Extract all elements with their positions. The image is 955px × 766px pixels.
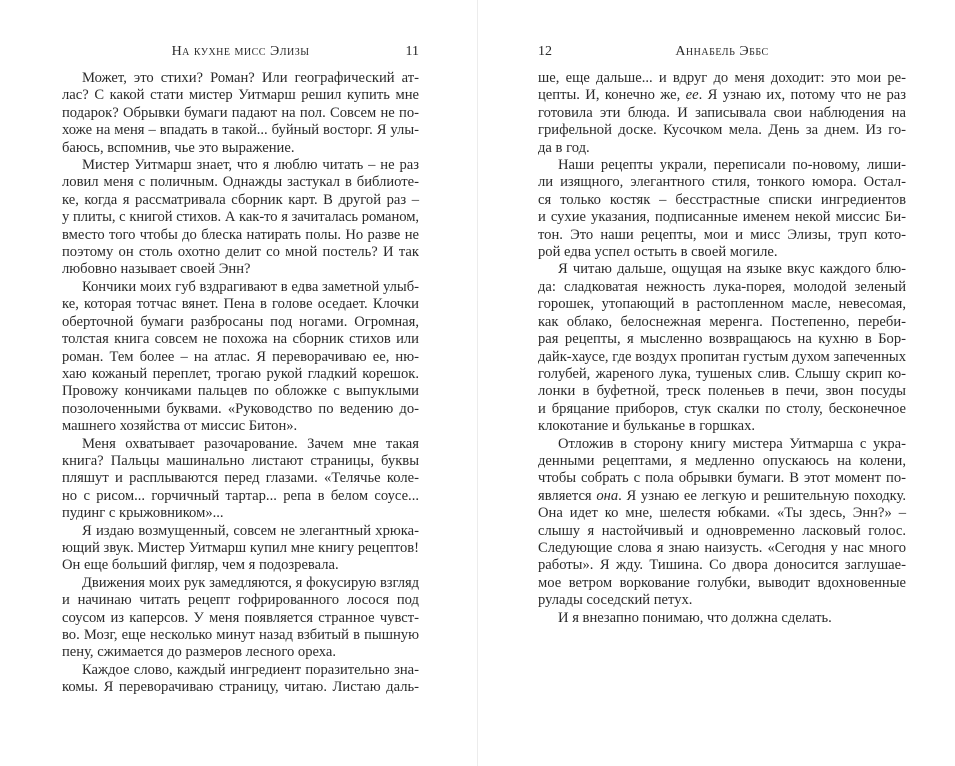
text-line: дайк-хаусе, где воздух пропитан густым духом запеченных bbox=[538, 348, 906, 365]
text-line: Каждое слово, каждый ингредиент поразительно зна- bbox=[82, 661, 419, 678]
text-line: да в год. bbox=[538, 139, 590, 156]
text-line: пудинг с крыжовником»... bbox=[62, 505, 224, 522]
text-line: как облако, белоснежная меренга. Постепенно, переби- bbox=[538, 313, 906, 330]
text-line: ющий звук. Мистер Уитмарш купил мне книгу рецептов! bbox=[62, 539, 419, 556]
text-line: рулады соседский петух. bbox=[538, 592, 693, 609]
text-line: лонки в буфетной, треск поленьев в печи, звон посуды bbox=[538, 383, 906, 400]
text-line: поэтому он столь охотно делит со мной постель? И так bbox=[62, 244, 419, 261]
text-line: машнего хозяйства от миссис Битон». bbox=[62, 418, 298, 435]
text-line: Я читаю дальше, ощущая на языке вкус каждого блю- bbox=[558, 261, 906, 278]
italic-emphasis: она bbox=[596, 487, 619, 504]
paragraph bbox=[538, 261, 906, 435]
left-page bbox=[62, 0, 419, 766]
text-line: Я издаю возмущенный, совсем не элегантный хрюка- bbox=[82, 522, 419, 539]
text-line: да: сладковатая нежность лука-порея, молодой зеленый bbox=[538, 278, 906, 295]
text-segment: цепты. И, конечно же, bbox=[538, 87, 686, 104]
running-title: Аннабель Эббс bbox=[675, 44, 769, 59]
text-segment: . Я узнаю ее легкую и решительную походку. bbox=[618, 487, 907, 504]
text-line bbox=[538, 488, 906, 505]
text-line: ке, которая тотчас вянет. Пена в голове оседает. Клочки bbox=[62, 296, 419, 313]
page-body bbox=[538, 70, 906, 627]
text-line: мое ветром воркование голубки, выводит вдохновенные bbox=[538, 574, 906, 591]
text-line: Наши рецепты украли, переписали по-новому, лиши- bbox=[558, 157, 906, 174]
paragraph bbox=[62, 575, 419, 662]
text-line: ловил меня с поличным. Однажды застукал в библиоте- bbox=[62, 174, 419, 191]
text-line: клокотание и бульканье в горшках. bbox=[538, 418, 756, 435]
text-segment: является bbox=[538, 487, 597, 504]
paragraph bbox=[62, 279, 419, 436]
text-line: грифельной доске. Кусочком мела. День за днем. Из го- bbox=[538, 122, 906, 139]
text-line: пену, сжимается до размеров лесного ореха. bbox=[62, 644, 337, 661]
text-line: горошек, утопающий в растопленном масле, невесомая, bbox=[538, 296, 906, 313]
text-line: роман. Тем более – на атлас. Я переворачиваю ее, ню- bbox=[62, 348, 419, 365]
book-gutter bbox=[477, 0, 478, 766]
text-line: Она идет ко мне, шелестя юбками. «Ты здесь, Энн?» – bbox=[538, 505, 906, 522]
text-line: позолоченными буквами. «Руководство по ведению до- bbox=[62, 400, 419, 417]
text-line bbox=[538, 87, 906, 104]
text-line: чтобы собрать с пола обрывки бумаги. В этот момент по- bbox=[538, 470, 906, 487]
text-line: и бряцание приборов, стук скалки по столу, бесконечное bbox=[538, 400, 906, 417]
page-body bbox=[62, 70, 419, 697]
text-line: любовно называет своей Энн? bbox=[62, 261, 251, 278]
text-line: Кончики моих губ вздрагивают в едва заметной улыб- bbox=[82, 278, 419, 295]
text-line: книга? Пальцы машинально листают страницы, буквы bbox=[62, 452, 419, 469]
text-line: толстая книга совсем не похожа на сборник стихов или bbox=[62, 331, 419, 348]
text-line: соусом из каперсов. У меня появляется странное чувст- bbox=[62, 609, 419, 626]
text-line: ли изящного, элегантного стиля, тонкого юмора. Остал- bbox=[538, 174, 906, 191]
text-line: ше, еще дальше... и вдруг до меня доходит: это мои ре- bbox=[538, 70, 906, 86]
running-title: На кухне мисс Элизы bbox=[171, 44, 310, 59]
text-segment: . Я узнаю их, потому что не раз bbox=[698, 87, 906, 104]
text-line: хоже на меня – впадать в такой... буйный восторг. Я улы- bbox=[62, 122, 419, 139]
text-line: Движения моих рук замедляются, я фокусирую взгляд bbox=[82, 574, 419, 591]
text-line: Может, это стихи? Роман? Или географический ат- bbox=[82, 70, 419, 86]
text-line: во. Мозг, еще несколько минут назад взбитый в пышную bbox=[62, 627, 419, 643]
paragraph bbox=[538, 436, 906, 610]
text-line: оберточной бумаги разбросаны под ногами. Огромная, bbox=[62, 313, 419, 330]
text-line: Мистер Уитмарш знает, что я люблю читать – не раз bbox=[82, 157, 419, 174]
page-number: 12 bbox=[538, 44, 552, 59]
italic-emphasis: ее bbox=[685, 87, 699, 104]
text-line: лас? С какой стати мистер Уитмарш решил купить мне bbox=[62, 87, 419, 104]
paragraph bbox=[62, 436, 419, 523]
left-page-header bbox=[62, 44, 419, 64]
text-line: ке, когда я рассматривала сборник карт. В другой раз – bbox=[62, 191, 419, 208]
text-line: денными рецептами, я медленно опускаюсь на колени, bbox=[538, 452, 906, 469]
paragraph bbox=[538, 70, 906, 157]
text-line: голубей, жареного лука, тушеных слив. Слышу скрип ко- bbox=[538, 365, 906, 382]
text-line: работы». Я жду. Тишина. Со двора доносится заглушае- bbox=[538, 557, 906, 574]
text-line: слышу я настойчивый и одновременно ласковый голос. bbox=[538, 522, 906, 539]
text-line: рой едва успел остыть в своей могиле. bbox=[538, 244, 778, 261]
right-page bbox=[538, 0, 906, 766]
text-line: ся только костяк – бесстрастные списки ингредиентов bbox=[538, 191, 906, 208]
text-line: и начинаю читать рецепт гофрированного лосося под bbox=[62, 592, 419, 609]
paragraph bbox=[62, 157, 419, 279]
right-page-header bbox=[538, 44, 906, 64]
text-line: пляшут и расплываются перед глазами. «Телячье коле- bbox=[62, 470, 419, 487]
text-line: Он еще больший фигляр, чем я подозревала. bbox=[62, 557, 339, 574]
text-line: Провожу кончиками пальцев по обложке с выпуклыми bbox=[62, 383, 419, 400]
text-line: вместо того чтобы до блеска натирать полы. Но разве не bbox=[62, 226, 419, 243]
text-line: рая рецепты, я мысленно возвращаюсь на кухню в Бор- bbox=[538, 331, 906, 348]
text-line: хаю кожаный переплет, трогаю рукой гладкий корешок. bbox=[62, 365, 419, 382]
text-line: Отложив в сторону книгу мистера Уитмарша с укра- bbox=[558, 435, 906, 452]
text-line: Меня охватывает разочарование. Зачем мне такая bbox=[82, 435, 419, 452]
paragraph bbox=[62, 70, 419, 157]
paragraph bbox=[538, 157, 906, 261]
paragraph bbox=[538, 610, 906, 627]
text-line: баюсь, вспомнив, чье это выражение. bbox=[62, 139, 295, 156]
paragraph bbox=[62, 662, 419, 697]
text-line: тон. Это наши рецепты, мои и мисс Элизы, труп кото- bbox=[538, 226, 906, 243]
text-line: комы. Я переворачиваю страницу, читаю. Листаю даль- bbox=[62, 679, 419, 696]
text-line: Следующие слова я знаю наизусть. «Сегодня у нас много bbox=[538, 539, 906, 556]
paragraph bbox=[62, 523, 419, 575]
text-line: и сухие указания, подписанные именем некой миссис Би- bbox=[538, 209, 906, 226]
text-line: подарок? Обрывки бумаги падают на пол. Совсем не по- bbox=[62, 104, 419, 121]
text-line: но с рисом... горчичный тартар... репа в белом соусе... bbox=[62, 487, 419, 504]
text-line: готовила эти блюда. И записывала свои наблюдения на bbox=[538, 104, 906, 121]
text-line: у плиты, с книгой стихов. А как-то я зачиталась романом, bbox=[62, 209, 419, 226]
page-number: 11 bbox=[405, 44, 419, 59]
text-line: И я внезапно понимаю, что должна сделать. bbox=[558, 609, 832, 626]
